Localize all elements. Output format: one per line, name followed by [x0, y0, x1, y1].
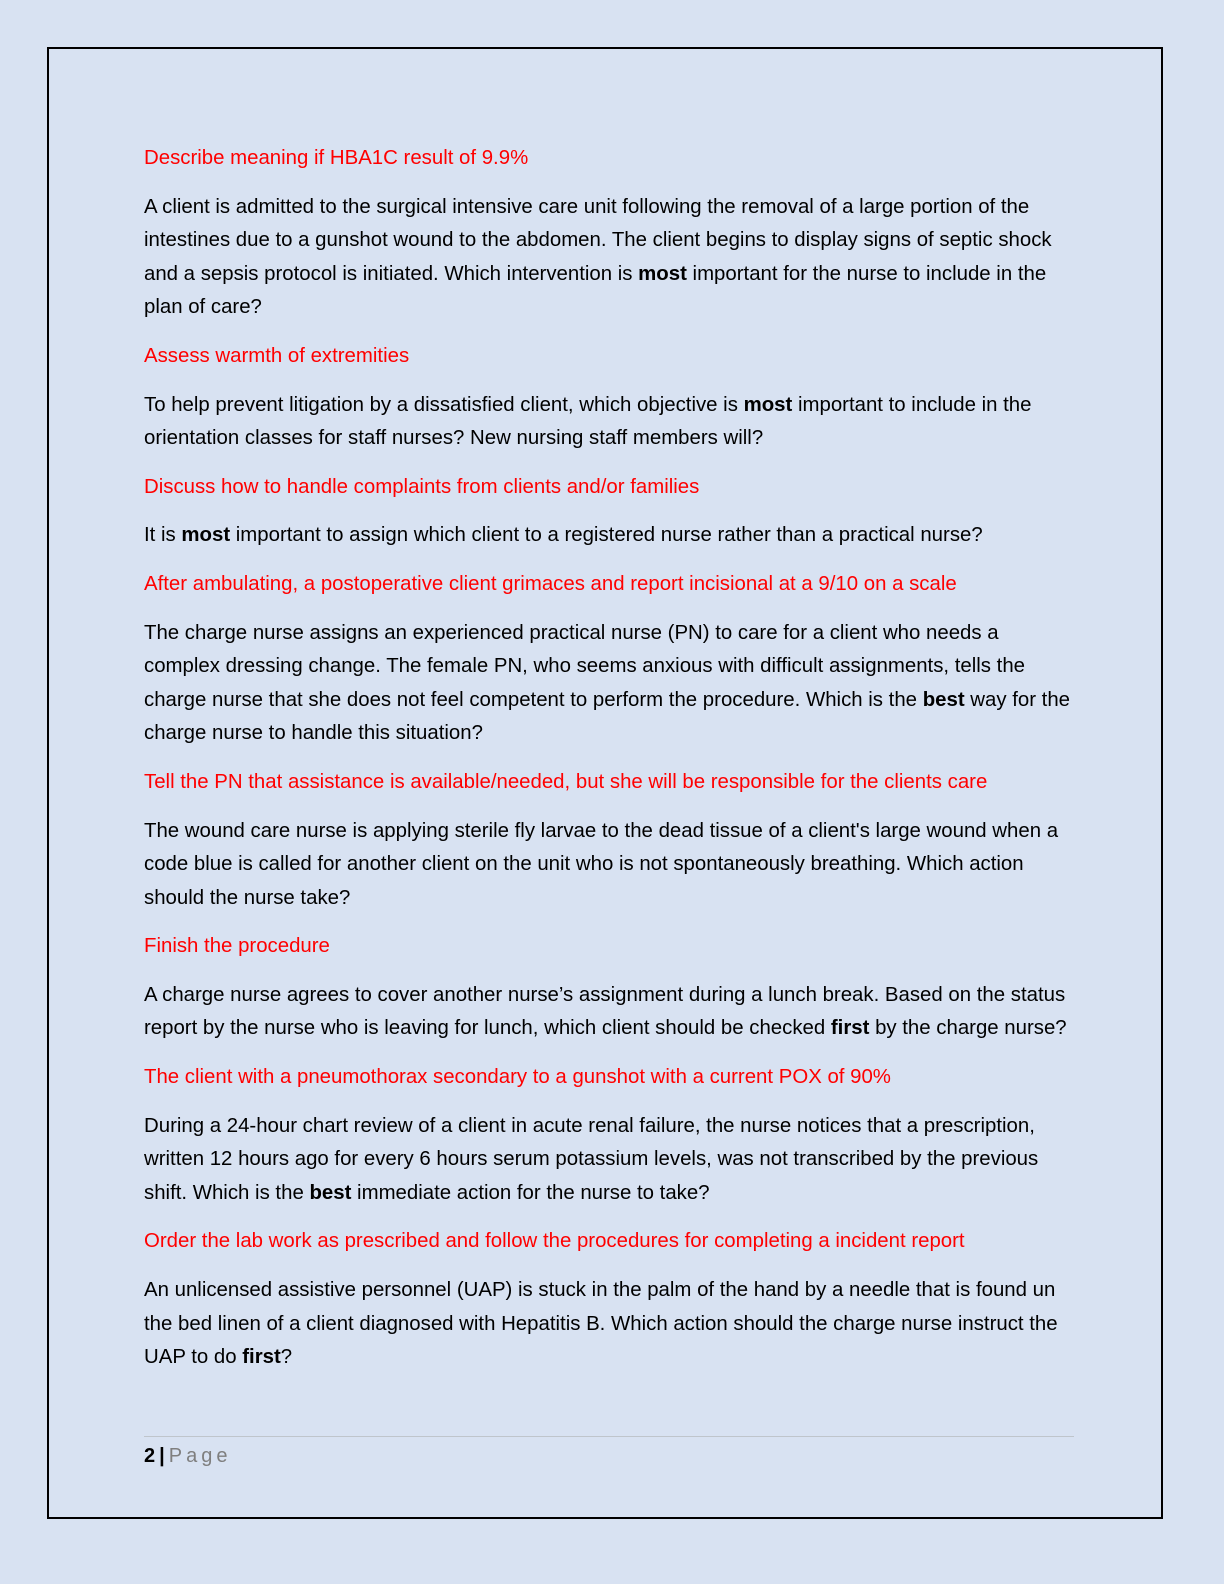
answer-text: Discuss how to handle complaints from clients and/or families	[144, 475, 700, 498]
question-text	[144, 815, 1074, 916]
question-text	[144, 979, 1074, 1046]
answer-text: Describe meaning if HBA1C result of 9.9%	[144, 147, 529, 169]
question-fragment: important for the nurse to include in the plan of care?	[144, 262, 1047, 319]
question-text	[144, 191, 1074, 325]
question-text	[144, 389, 1074, 456]
question-fragment: A charge nurse agrees to cover another nurse’s assignment during a lunch break. Based on the status report by the nurse who is leaving for lunch, which client should be checked	[144, 983, 1066, 1040]
question-fragment: To help prevent litigation by a dissatisfied client, which objective is	[144, 393, 744, 416]
emphasis-word: first	[242, 1346, 281, 1369]
page-content	[144, 142, 1074, 1390]
question-fragment: An unlicensed assistive personnel (UAP) is stuck in the palm of the hand by a needle that is found un the bed linen of a client diagnosed with Hepatitis B. Which action should the charge nurse instruct the UAP to do	[144, 1279, 1058, 1369]
question-fragment: The wound care nurse is applying sterile fly larvae to the dead tissue of a client's large wound when a code blue is called for another client on the unit who is not spontaneously breathing. Which action should the nurse take?	[144, 819, 1059, 909]
question-fragment: It is	[144, 524, 182, 547]
question-fragment: important to assign which client to a registered nurse rather than a practical nurse?	[230, 524, 983, 547]
page-label: Page	[168, 1445, 232, 1467]
question-fragment: The charge nurse assigns an experienced practical nurse (PN) to care for a client who needs a complex dressing change. The female PN, who seems anxious with difficult assignments, tells the charge nurse that she does not feel competent to perform the procedure. Which is the	[144, 621, 1026, 711]
answer-text: Tell the PN that assistance is available/needed, but she will be responsible for the clients care	[144, 770, 988, 793]
emphasis-word: best	[922, 688, 965, 711]
answer-text: Order the lab work as prescribed and follow the procedures for completing a incident report	[144, 1230, 965, 1253]
page-number: 2	[144, 1445, 156, 1467]
question-text	[144, 519, 1074, 553]
question-fragment: During a 24-hour chart review of a client in acute renal failure, the nurse notices that a prescription, written 12 hours ago for every 6 hours serum potassium levels, was not transcribed by the previous shift. Which is the	[144, 1114, 1039, 1204]
footer-separator: |	[159, 1445, 165, 1467]
page-footer	[144, 1441, 231, 1471]
question-text	[144, 1110, 1074, 1211]
question-text	[144, 617, 1074, 751]
emphasis-word: first	[830, 1017, 870, 1040]
answer-text: Assess warmth of extremities	[144, 344, 410, 367]
question-fragment: way for the charge nurse to handle this situation?	[144, 688, 1071, 745]
document-page	[47, 47, 1163, 1519]
footer-divider	[144, 1436, 1074, 1437]
answer-text: After ambulating, a postoperative client grimaces and report incisional at a 9/10 on a scale	[144, 572, 957, 595]
question-fragment: A client is admitted to the surgical intensive care unit following the removal of a large portion of the intestines due to a gunshot wound to the abdomen. The client begins to display signs of septic shock and a sepsis protocol is initiated. Which intervention is	[144, 195, 1052, 285]
answer-text: The client with a pneumothorax secondary to a gunshot with a current POX of 90%	[144, 1066, 891, 1089]
question-fragment: important to include in the orientation classes for staff nurses? New nursing staff members will?	[144, 393, 1032, 450]
question-text	[144, 1274, 1074, 1375]
emphasis-word: most	[638, 262, 687, 285]
emphasis-word: best	[309, 1181, 352, 1204]
question-fragment: ?	[280, 1346, 293, 1369]
question-fragment: immediate action for the nurse to take?	[351, 1181, 710, 1204]
emphasis-word: most	[181, 524, 231, 547]
answer-text: Finish the procedure	[144, 935, 330, 958]
question-fragment: by the charge nurse?	[869, 1017, 1067, 1040]
emphasis-word: most	[743, 393, 793, 416]
